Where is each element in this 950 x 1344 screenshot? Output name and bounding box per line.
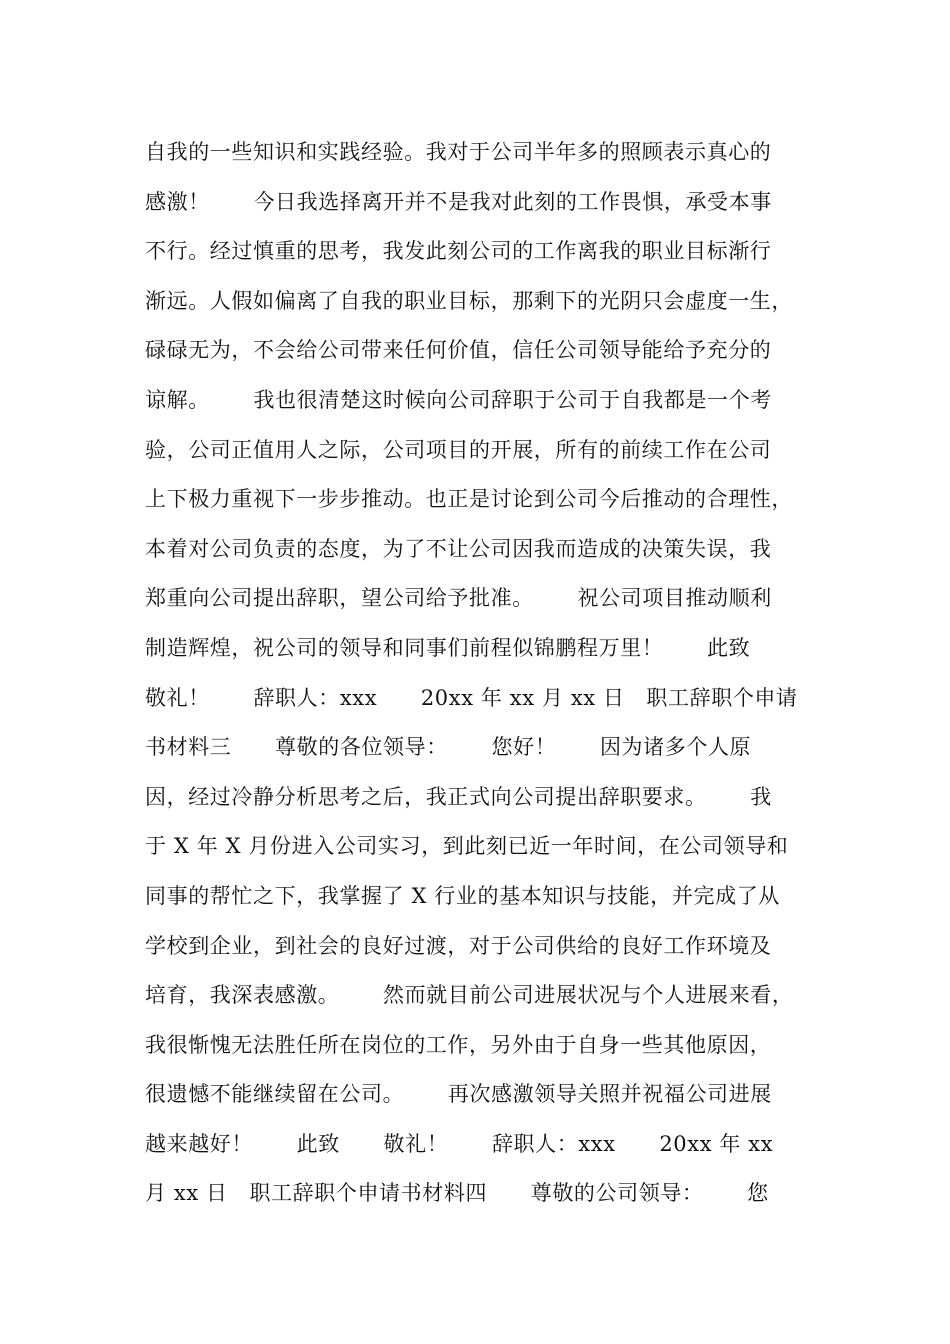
text-line: 谅解。 我也很清楚这时候向公司辞职于公司于自我都是一个考 bbox=[145, 387, 772, 412]
text-line: 我很惭愧无法胜任所在岗位的工作，另外由于自身一些其他原因， bbox=[145, 1032, 772, 1057]
text-line: 书材料三 尊敬的各位领导： 您好！ 因为诸多个人原 bbox=[145, 735, 752, 760]
text-line: 制造辉煌，祝公司的领导和同事们前程似锦鹏程万里！ 此致 bbox=[145, 635, 751, 660]
text-line: 验，公司正值用人之际，公司项目的开展，所有的前续工作在公司 bbox=[145, 437, 772, 462]
text-line: 很遗憾不能继续留在公司。 再次感激领导关照并祝福公司进展 bbox=[145, 1082, 772, 1107]
text-line: 上下极力重视下一步步推动。也正是讨论到公司今后推动的合理性， bbox=[145, 487, 793, 512]
text-line: 敬礼！ 辞职人：xxx 20xx 年 xx 月 xx 日 职工辞职个申请 bbox=[145, 685, 798, 710]
text-line: 培育，我深表感激。 然而就目前公司进展状况与个人进展来看， bbox=[145, 983, 794, 1008]
text-line: 碌碌无为，不会给公司带来任何价值，信任公司领导能给予充分的 bbox=[145, 338, 772, 363]
text-line: 本着对公司负责的态度，为了不让公司因我而造成的决策失误，我 bbox=[145, 536, 772, 561]
text-line: 感激！ 今日我选择离开并不是我对此刻的工作畏惧，承受本事 bbox=[145, 189, 772, 214]
text-line: 渐远。人假如偏离了自我的职业目标，那剩下的光阴只会虚度一生， bbox=[145, 288, 793, 313]
text-line: 自我的一些知识和实践经验。我对于公司半年多的照顾表示真心的 bbox=[145, 140, 772, 164]
text-line: 因，经过冷静分析思考之后，我正式向公司提出辞职要求。 我 bbox=[145, 784, 772, 809]
text-line: 郑重向公司提出辞职，望公司给予批准。 祝公司项目推动顺利 bbox=[145, 586, 772, 611]
text-line: 同事的帮忙之下，我掌握了 X 行业的基本知识与技能，并完成了从 bbox=[145, 883, 780, 908]
text-line: 不行。经过慎重的思考，我发此刻公司的工作离我的职业目标渐行 bbox=[145, 239, 772, 264]
document-body bbox=[145, 128, 825, 1219]
text-line: 于 X 年 X 月份进入公司实习，到此刻已近一年时间，在公司领导和 bbox=[145, 834, 789, 859]
text-line: 学校到企业，到社会的良好过渡，对于公司供给的良好工作环境及 bbox=[145, 933, 772, 958]
text-line: 越来越好！ 此致 敬礼！ 辞职人：xxx 20xx 年 xx bbox=[145, 1131, 774, 1156]
text-line: 月 xx 日 职工辞职个申请书材料四 尊敬的公司领导： 您 bbox=[145, 1181, 769, 1206]
